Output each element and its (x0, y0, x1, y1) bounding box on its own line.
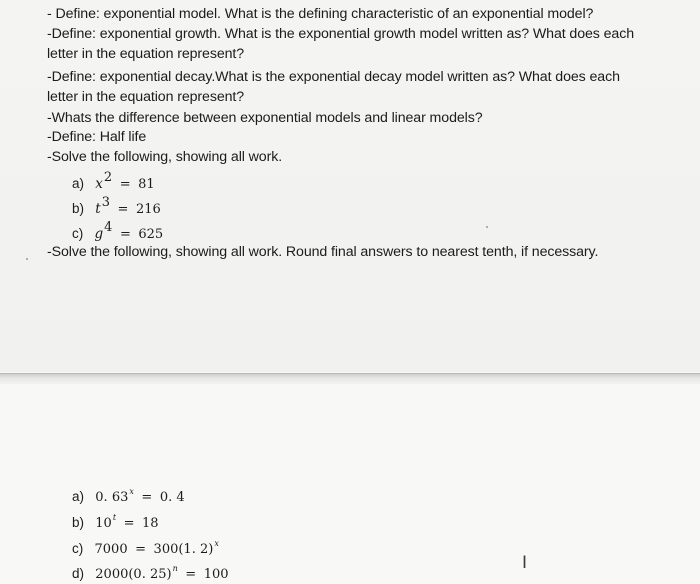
page-fold-shadow (0, 374, 700, 384)
instruction-line-2: -Define: exponential growth. What is the exponential growth model written as? What does each (47, 26, 635, 42)
problem-1c: c) $g^4 = 625$ (72, 220, 164, 242)
paper-speck (26, 258, 28, 260)
instruction-line-5: letter in the equation represent? (47, 89, 245, 105)
instruction-line-8: -Solve the following, showing all work. (47, 149, 283, 165)
paper-speck (486, 226, 488, 228)
problem-2d: d) 2000(0. 25)$^n$ = 100 (72, 564, 229, 582)
problem-1a: a) $x^2 = 81$ (72, 170, 155, 192)
problem-2b: b) 10$^t$ = 18 (72, 513, 159, 531)
text-cursor-icon: I (522, 553, 528, 573)
instruction-line-6: -Whats the difference between exponential models and linear models? (47, 110, 483, 126)
problem-1b: b) $t^3 = 216$ (72, 195, 161, 217)
instruction-line-9: -Solve the following, showing all work. Round final answers to nearest tenth, if necessary. (47, 244, 599, 260)
problem-2a: a) 0. 63$^x$ = 0. 4 (72, 487, 185, 505)
problem-2c: c) 7000 = 300(1. 2)$^x$ (72, 539, 219, 557)
instruction-line-4: -Define: exponential decay.What is the exponential decay model written as? What does each (47, 69, 620, 85)
instruction-line-7: -Define: Half life (47, 129, 147, 145)
instruction-line-3: letter in the equation represent? (47, 46, 245, 62)
instruction-line-1: - Define: exponential model. What is the defining characteristic of an exponential model? (47, 6, 594, 22)
